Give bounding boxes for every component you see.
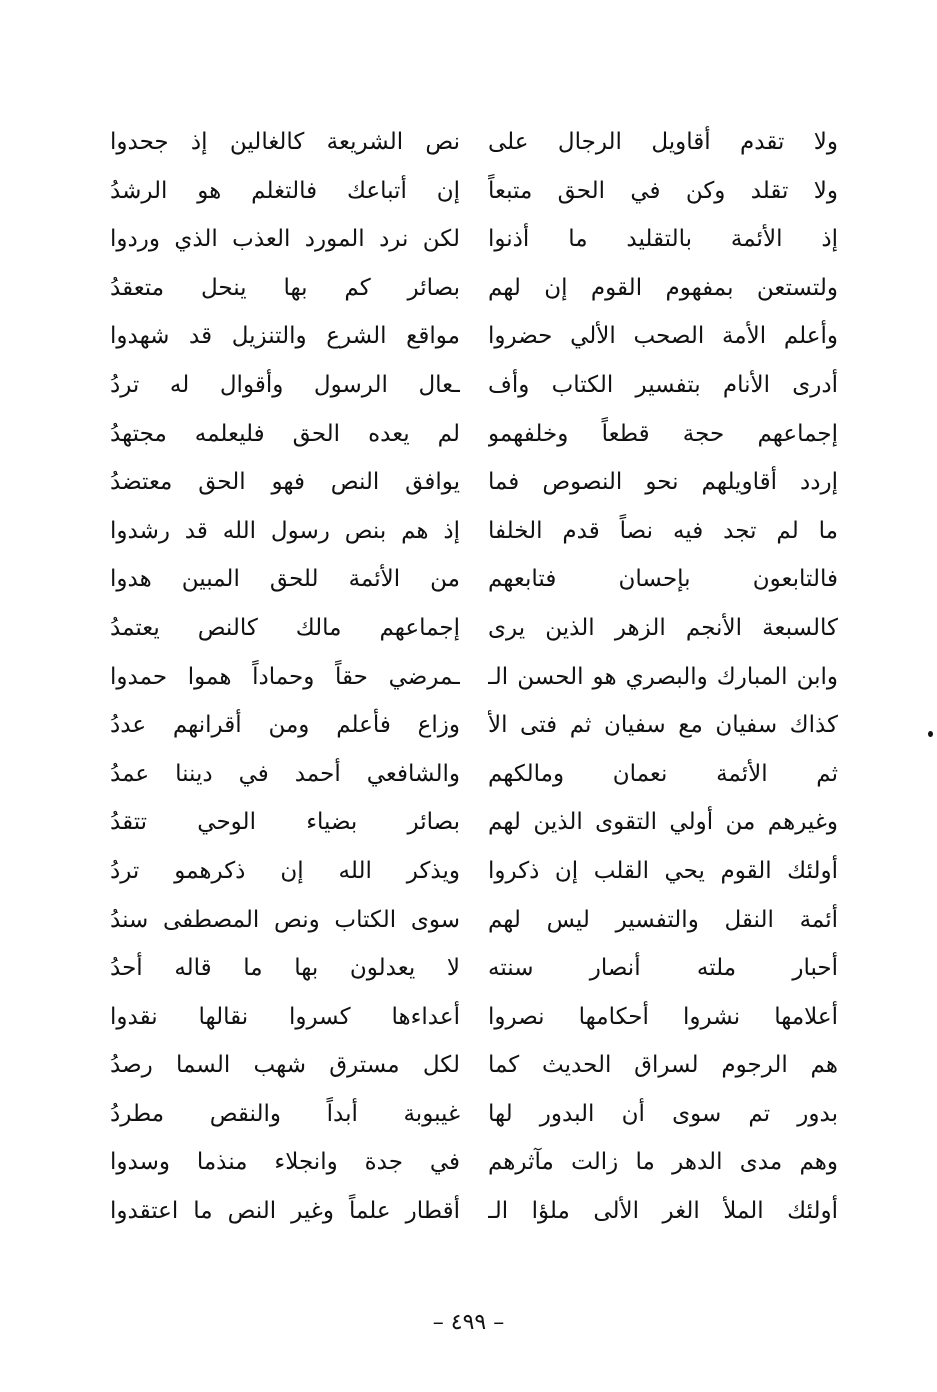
verse-line: أحبار ملته أنصار سنته	[488, 955, 838, 982]
verse-line: ويذكر الله إن ذكرهمو تردُ	[110, 857, 460, 884]
verse-line: وابن المبارك والبصري هو الحسن الـ	[488, 663, 838, 690]
verse-line: وأعلم الأمة الصحب الألي حضروا	[488, 323, 838, 350]
verse-line: لم يعده الحق فليعلمه مجتهدُ	[110, 420, 460, 447]
verse-line: وهم مدى الدهر ما زالت مآثرهم	[488, 1149, 838, 1176]
verse-line: أعداءها كسروا نقالها نقدوا	[110, 1003, 460, 1030]
verse-line: بدور تم سوى أن البدور لها	[488, 1100, 838, 1127]
verse-line: والشافعي أحمد في ديننا عمدُ	[110, 760, 460, 787]
verse-line: كذاك سفيان مع سفيان ثم فتى الأ	[488, 712, 838, 739]
verse-line: بصائر كم بها ينحل متعقدُ	[110, 274, 460, 301]
verse-line: يوافق النص فهو الحق معتضدُ	[110, 469, 460, 496]
verse-line: نص الشريعة كالغالين إذ جحدوا	[110, 129, 460, 155]
verse-line: ـمرضي حقاً وحماداً هموا حمدوا	[110, 663, 460, 690]
verse-line: مواقع الشرع والتنزيل قد شهدوا	[110, 323, 460, 350]
verse-line: بصائر بضياء الوحي تتقدُ	[110, 809, 460, 836]
verse-line: إذ الأئمة بالتقليد ما أذنوا	[488, 226, 838, 253]
verse-line: أولئك القوم يحي القلب إن ذكروا	[488, 857, 838, 884]
verse-line: إجماعهم مالك كالنص يعتمدُ	[110, 614, 460, 641]
verse-line: هم الرجوم لسراق الحديث كما	[488, 1052, 838, 1079]
verse-line: سوى الكتاب ونص المصطفى سندُ	[110, 906, 460, 933]
verse-line: غيبوبة أبداً والنقص مطردُ	[110, 1100, 460, 1127]
verse-line: ولتستعن بمفهوم القوم إن لهم	[488, 274, 838, 301]
verse-line: وزاع فأعلم ومن أقرانهم عددُ	[110, 712, 460, 739]
verse-line: ثم الأئمة نعمان ومالكهم	[488, 760, 838, 787]
right-verse-column	[488, 118, 838, 1236]
page-number: – ٤٩٩ –	[432, 1310, 505, 1335]
verse-line: ـعال الرسول وأقوال له تردُ	[110, 371, 460, 398]
verse-line: أئمة النقل والتفسير ليس لهم	[488, 906, 838, 933]
verse-line: ولا تقدم أقاويل الرجال على	[488, 129, 838, 155]
verse-line: ولا تقلد وكن في الحق متبعاً	[488, 177, 838, 204]
verse-line: وغيرهم من أولي التقوى الذين لهم	[488, 809, 838, 836]
verse-line: أعلامها نشروا أحكامها نصروا	[488, 1003, 838, 1030]
verse-line: فالتابعون بإحسان فتابعهم	[488, 566, 838, 593]
verse-line: لكل مسترق شهب السما رصدُ	[110, 1052, 460, 1079]
verse-line: أقطار علماً وغير النص ما اعتقدوا	[110, 1198, 460, 1225]
verse-line: من الأئمة للحق المبين هدوا	[110, 566, 460, 593]
verse-line: أدرى الأنام بتفسير الكتاب وأف	[488, 371, 838, 398]
verse-line: لا يعدلون بها ما قاله أحدُ	[110, 955, 460, 982]
verse-line: في جدة وانجلاء منذما وسدوا	[110, 1149, 460, 1176]
verse-line: كالسبعة الأنجم الزهر الذين يرى	[488, 614, 838, 641]
left-verse-column	[110, 118, 460, 1236]
verse-line: إن أتباعك فالتغلم هو الرشدُ	[110, 177, 460, 204]
verse-line: إجماعهم حجة قطعاً وخلفهمو	[488, 420, 838, 447]
margin-dot	[928, 731, 933, 737]
verse-line: إردد أقاويلهم نحو النصوص فما	[488, 469, 838, 496]
verse-line: أولئك الملأ الغر الألى ملؤا الـ	[488, 1198, 838, 1225]
verse-line: ما لم تجد فيه نصاً قدم الخلفا	[488, 517, 838, 544]
verse-line: إذ هم بنص رسول الله قد رشدوا	[110, 517, 460, 544]
verse-line: لكن نرد المورد العذب الذي وردوا	[110, 226, 460, 253]
